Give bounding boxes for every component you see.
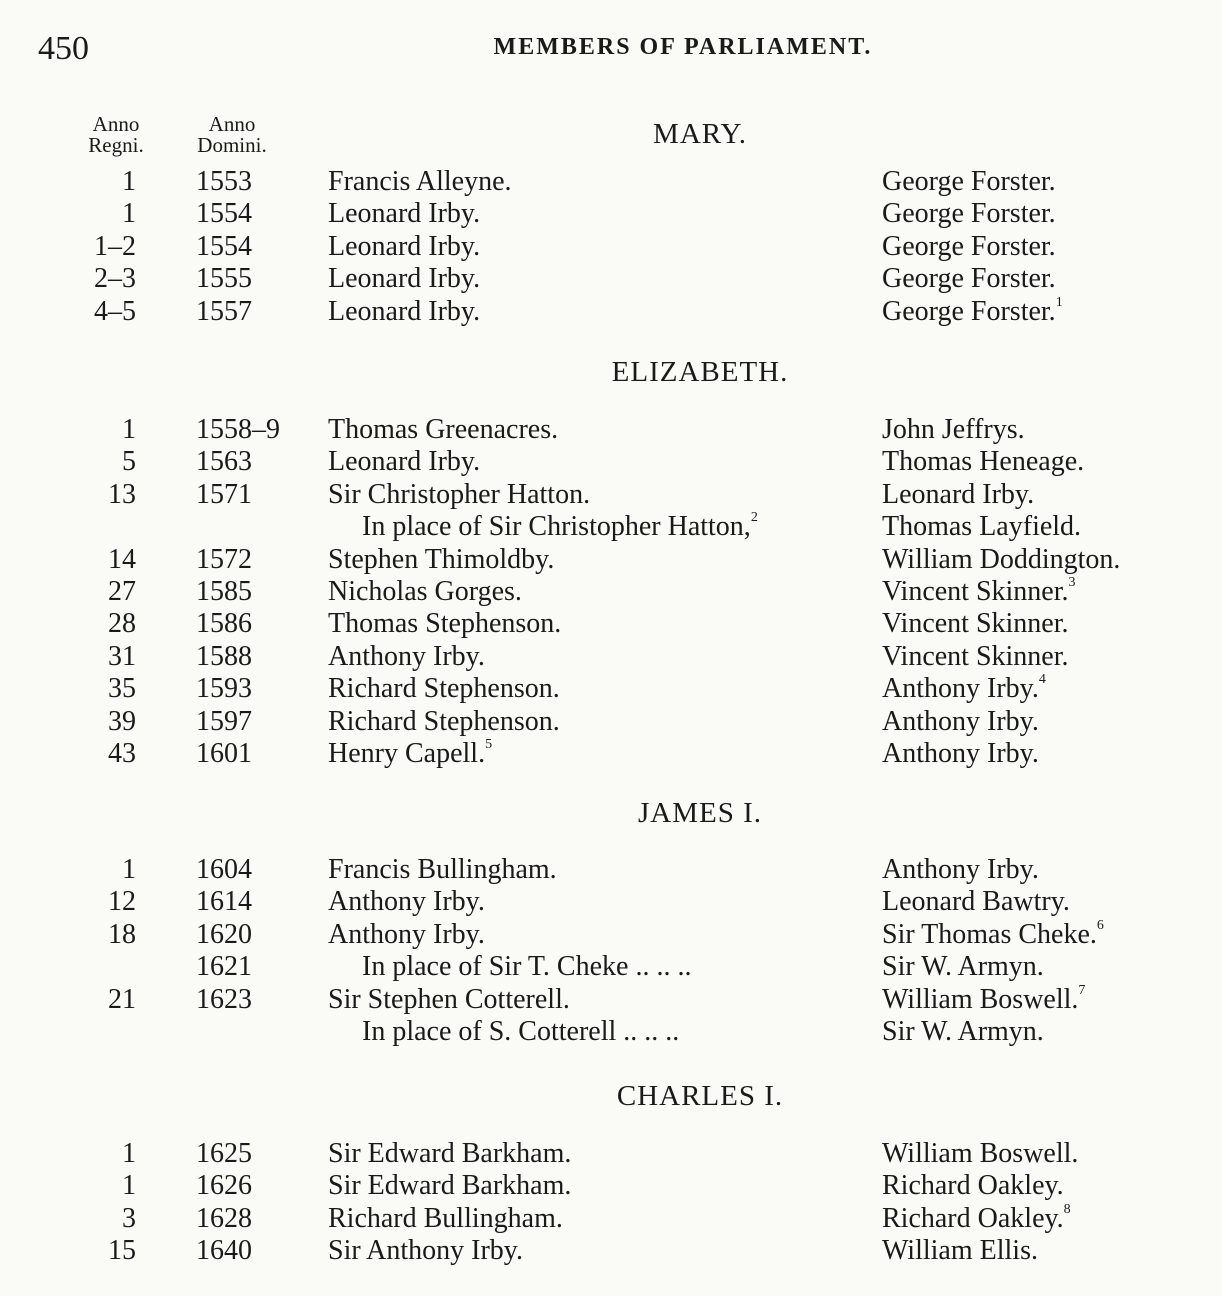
second-member bbox=[882, 263, 1056, 295]
anno-regni-text: 35 bbox=[108, 673, 136, 705]
first-member bbox=[328, 608, 561, 640]
first-member bbox=[328, 1235, 523, 1267]
second-member-text: Sir W. Armyn. bbox=[882, 951, 1044, 983]
anno-regni-text: 1 bbox=[122, 854, 136, 885]
anno-regni bbox=[60, 1170, 136, 1202]
second-member-text: Richard Oakley. bbox=[882, 1202, 1064, 1234]
second-member-text: Leonard Bawtry. bbox=[882, 886, 1070, 918]
anno-domini-text: 1593 bbox=[196, 673, 252, 705]
reign-title: ELIZABETH. bbox=[611, 356, 789, 388]
second-member-text: Vincent Skinner. bbox=[882, 608, 1069, 640]
first-member-text: Sir Edward Barkham. bbox=[328, 1170, 572, 1202]
second-member-text: Sir Thomas Cheke. bbox=[882, 918, 1097, 950]
member-row bbox=[0, 673, 1222, 705]
anno-domini-text: 1625 bbox=[196, 1138, 252, 1169]
member-row bbox=[0, 511, 1222, 543]
first-member-text: Richard Stephenson. bbox=[328, 705, 560, 737]
anno-domini-text: 1614 bbox=[196, 886, 252, 918]
anno-domini bbox=[196, 198, 252, 230]
anno-regni-text: 31 bbox=[108, 640, 136, 672]
anno-domini bbox=[196, 706, 252, 738]
first-member-text: Richard Stephenson. bbox=[328, 673, 560, 705]
second-member bbox=[882, 576, 1076, 608]
anno-domini-text: 1588 bbox=[196, 640, 252, 672]
second-member-text: Richard Oakley. bbox=[882, 1170, 1064, 1202]
anno-regni-text: 43 bbox=[108, 738, 136, 769]
first-member-text: Nicholas Gorges. bbox=[328, 576, 522, 607]
member-row bbox=[0, 414, 1222, 446]
first-member bbox=[328, 984, 570, 1016]
anno-domini-text: 1563 bbox=[196, 446, 252, 478]
member-row bbox=[0, 919, 1222, 951]
second-member bbox=[882, 1235, 1038, 1267]
footnote-marker: 2 bbox=[750, 510, 758, 526]
anno-regni-text: 21 bbox=[108, 983, 136, 1015]
first-member bbox=[328, 641, 485, 673]
second-member-text: Thomas Heneage. bbox=[882, 446, 1085, 478]
anno-regni bbox=[60, 544, 136, 576]
anno-domini bbox=[196, 544, 252, 576]
anno-domini-text: 1558–9 bbox=[196, 414, 280, 445]
anno-domini-text: 1621 bbox=[196, 951, 252, 983]
second-member-text: Sir W. Armyn. bbox=[882, 1016, 1044, 1047]
first-member bbox=[328, 673, 560, 705]
second-member-text: William Doddington. bbox=[882, 543, 1121, 575]
member-row bbox=[0, 479, 1222, 511]
footnote-marker: 4 bbox=[1038, 672, 1046, 688]
footnote-marker: 5 bbox=[485, 737, 493, 752]
anno-regni-text: 1 bbox=[122, 166, 136, 197]
first-member bbox=[328, 919, 485, 951]
anno-regni-text: 28 bbox=[108, 608, 136, 640]
anno-regni-text: 39 bbox=[108, 705, 136, 737]
anno-regni bbox=[60, 198, 136, 230]
first-member bbox=[328, 706, 560, 738]
page-number: 450 bbox=[38, 30, 89, 67]
anno-domini bbox=[196, 1203, 252, 1235]
anno-regni-text: 1–2 bbox=[94, 230, 136, 262]
reign-title: JAMES I. bbox=[637, 797, 762, 829]
first-member-text: Francis Alleyne. bbox=[328, 166, 512, 197]
second-member bbox=[882, 231, 1056, 263]
member-row bbox=[0, 641, 1222, 673]
member-row bbox=[0, 576, 1222, 608]
anno-domini bbox=[196, 231, 252, 263]
first-member bbox=[328, 231, 480, 263]
first-member-text: In place of S. Cotterell .. .. .. bbox=[362, 1016, 680, 1047]
second-member bbox=[882, 673, 1046, 705]
anno-regni-text: 14 bbox=[108, 543, 136, 575]
first-member bbox=[328, 263, 480, 295]
second-member-text: Anthony Irby. bbox=[882, 705, 1039, 737]
first-member-text: Anthony Irby. bbox=[328, 640, 485, 672]
second-member-text: George Forster. bbox=[882, 166, 1056, 197]
second-member bbox=[882, 1203, 1071, 1235]
anno-regni bbox=[60, 854, 136, 886]
second-member bbox=[882, 1170, 1064, 1202]
anno-domini bbox=[196, 641, 252, 673]
first-member bbox=[328, 296, 480, 328]
member-row bbox=[0, 984, 1222, 1016]
anno-regni bbox=[60, 984, 136, 1016]
second-member bbox=[882, 296, 1063, 328]
anno-domini bbox=[196, 608, 252, 640]
anno-regni-text: 15 bbox=[108, 1235, 136, 1267]
anno-regni-text: 12 bbox=[108, 886, 136, 918]
anno-regni bbox=[60, 446, 136, 478]
member-row bbox=[0, 1203, 1222, 1235]
anno-regni bbox=[60, 263, 136, 295]
anno-domini-text: 1555 bbox=[196, 263, 252, 295]
first-member-text: Leonard Irby. bbox=[328, 295, 481, 327]
first-member bbox=[328, 1203, 563, 1235]
anno-domini-text: 1572 bbox=[196, 543, 252, 575]
member-row bbox=[0, 1235, 1222, 1267]
second-member-text: William Ellis. bbox=[882, 1235, 1038, 1267]
first-member bbox=[328, 738, 492, 770]
second-member-text: Thomas Layfield. bbox=[882, 511, 1082, 543]
first-member bbox=[362, 951, 691, 983]
reign-title: MARY. bbox=[653, 118, 747, 150]
anno-regni-text: 4–5 bbox=[94, 295, 136, 327]
first-member bbox=[328, 198, 480, 230]
member-row bbox=[0, 296, 1222, 328]
second-member bbox=[882, 198, 1056, 230]
first-member-text: In place of Sir Christopher Hatton, bbox=[362, 511, 751, 543]
anno-domini-text: 1604 bbox=[196, 854, 252, 885]
column-header-line: Domini. bbox=[197, 133, 267, 157]
anno-regni bbox=[60, 1138, 136, 1170]
anno-regni-text: 1 bbox=[122, 1138, 136, 1169]
anno-regni-text: 5 bbox=[122, 446, 136, 478]
footnote-marker: 3 bbox=[1068, 575, 1076, 590]
anno-regni-text: 18 bbox=[108, 918, 136, 950]
second-member bbox=[882, 446, 1084, 478]
anno-domini-text: 1620 bbox=[196, 918, 252, 950]
second-member bbox=[882, 166, 1056, 198]
anno-regni-text: 1 bbox=[122, 198, 136, 230]
first-member bbox=[328, 576, 522, 608]
anno-regni bbox=[60, 706, 136, 738]
second-member bbox=[882, 544, 1120, 576]
anno-domini-text: 1601 bbox=[196, 738, 252, 769]
anno-regni-text: 13 bbox=[108, 478, 136, 510]
first-member-text: Francis Bullingham. bbox=[328, 854, 557, 885]
anno-domini-text: 1557 bbox=[196, 295, 252, 327]
first-member-text: Sir Stephen Cotterell. bbox=[328, 983, 570, 1015]
first-member bbox=[362, 1016, 679, 1048]
member-row bbox=[0, 886, 1222, 918]
footnote-marker: 7 bbox=[1078, 982, 1086, 998]
second-member bbox=[882, 984, 1085, 1016]
first-member-text: In place of Sir T. Cheke .. .. .. bbox=[362, 951, 692, 983]
first-member-text: Sir Anthony Irby. bbox=[328, 1235, 523, 1267]
first-member bbox=[328, 544, 554, 576]
first-member bbox=[328, 1138, 571, 1170]
member-row bbox=[0, 263, 1222, 295]
anno-regni bbox=[60, 608, 136, 640]
anno-domini bbox=[196, 479, 252, 511]
anno-domini bbox=[196, 1138, 252, 1170]
second-member-text: William Boswell. bbox=[882, 983, 1079, 1015]
column-header-line: Regni. bbox=[88, 133, 144, 157]
first-member-text: Anthony Irby. bbox=[328, 886, 485, 918]
anno-domini bbox=[196, 854, 252, 886]
second-member bbox=[882, 706, 1039, 738]
second-member bbox=[882, 1138, 1078, 1170]
second-member-text: William Boswell. bbox=[882, 1138, 1079, 1169]
second-member-text: Vincent Skinner. bbox=[882, 640, 1069, 672]
first-member-text: Leonard Irby. bbox=[328, 263, 481, 295]
second-member bbox=[882, 608, 1069, 640]
reign-title: CHARLES I. bbox=[616, 1080, 784, 1112]
first-member-text: Thomas Greenacres. bbox=[328, 414, 559, 445]
running-head: MEMBERS OF PARLIAMENT. bbox=[493, 34, 873, 60]
anno-regni bbox=[60, 1235, 136, 1267]
second-member-text: Leonard Irby. bbox=[882, 478, 1035, 510]
second-member bbox=[882, 951, 1044, 983]
anno-domini bbox=[196, 1170, 252, 1202]
first-member bbox=[328, 479, 590, 511]
anno-regni bbox=[60, 576, 136, 608]
anno-domini-text: 1597 bbox=[196, 705, 252, 737]
first-member-text: Henry Capell. bbox=[328, 738, 486, 769]
anno-domini bbox=[196, 576, 252, 608]
anno-domini-text: 1585 bbox=[196, 576, 252, 607]
second-member-text: Anthony Irby. bbox=[882, 738, 1039, 769]
anno-domini-text: 1623 bbox=[196, 983, 252, 1015]
anno-domini-text: 1628 bbox=[196, 1202, 252, 1234]
first-member-text: Anthony Irby. bbox=[328, 918, 485, 950]
anno-domini-text: 1626 bbox=[196, 1170, 252, 1202]
first-member bbox=[362, 511, 758, 543]
anno-regni bbox=[60, 166, 136, 198]
second-member bbox=[882, 886, 1070, 918]
anno-domini-text: 1586 bbox=[196, 608, 252, 640]
member-row bbox=[0, 446, 1222, 478]
second-member-text: Vincent Skinner. bbox=[882, 576, 1069, 607]
first-member-text: Leonard Irby. bbox=[328, 230, 481, 262]
member-row bbox=[0, 198, 1222, 230]
first-member-text: Thomas Stephenson. bbox=[328, 608, 562, 640]
first-member-text: Leonard Irby. bbox=[328, 198, 481, 230]
second-member bbox=[882, 1016, 1044, 1048]
anno-regni bbox=[60, 414, 136, 446]
second-member-text: Anthony Irby. bbox=[882, 673, 1039, 705]
anno-regni bbox=[60, 479, 136, 511]
second-member-text: George Forster. bbox=[882, 295, 1056, 327]
anno-regni-text: 1 bbox=[122, 1170, 136, 1202]
anno-regni bbox=[60, 231, 136, 263]
anno-domini bbox=[196, 984, 252, 1016]
anno-domini bbox=[196, 263, 252, 295]
footnote-marker: 1 bbox=[1055, 294, 1063, 310]
second-member bbox=[882, 919, 1104, 951]
anno-regni-text: 3 bbox=[122, 1202, 136, 1234]
anno-domini-text: 1640 bbox=[196, 1235, 252, 1267]
anno-domini bbox=[196, 414, 280, 446]
second-member-text: George Forster. bbox=[882, 198, 1056, 230]
anno-domini bbox=[196, 951, 252, 983]
column-header-line: Anno bbox=[92, 112, 140, 136]
footnote-marker: 6 bbox=[1096, 917, 1104, 933]
anno-domini bbox=[196, 166, 252, 198]
anno-regni-text: 1 bbox=[122, 414, 136, 445]
second-member bbox=[882, 511, 1081, 543]
first-member-text: Leonard Irby. bbox=[328, 446, 481, 478]
second-member bbox=[882, 479, 1034, 511]
member-row bbox=[0, 166, 1222, 198]
anno-regni bbox=[60, 886, 136, 918]
anno-regni bbox=[60, 296, 136, 328]
second-member-text: George Forster. bbox=[882, 263, 1056, 295]
anno-domini bbox=[196, 673, 252, 705]
member-row bbox=[0, 544, 1222, 576]
member-row bbox=[0, 706, 1222, 738]
first-member bbox=[328, 886, 485, 918]
anno-domini-text: 1554 bbox=[196, 230, 252, 262]
first-member-text: Stephen Thimoldby. bbox=[328, 543, 555, 575]
footnote-marker: 8 bbox=[1063, 1201, 1071, 1217]
anno-domini bbox=[196, 446, 252, 478]
member-row bbox=[0, 951, 1222, 983]
column-header-line: Anno bbox=[208, 112, 256, 136]
anno-regni bbox=[60, 641, 136, 673]
anno-domini bbox=[196, 886, 252, 918]
anno-domini bbox=[196, 738, 252, 770]
member-row bbox=[0, 1138, 1222, 1170]
first-member bbox=[328, 166, 512, 198]
second-member bbox=[882, 641, 1069, 673]
first-member-text: Sir Edward Barkham. bbox=[328, 1138, 572, 1169]
member-row bbox=[0, 738, 1222, 770]
member-row bbox=[0, 231, 1222, 263]
first-member-text: Sir Christopher Hatton. bbox=[328, 478, 591, 510]
anno-regni bbox=[60, 673, 136, 705]
anno-domini-text: 1553 bbox=[196, 166, 252, 197]
anno-domini-text: 1554 bbox=[196, 198, 252, 230]
second-member-text: Anthony Irby. bbox=[882, 854, 1039, 885]
anno-domini bbox=[196, 919, 252, 951]
first-member-text: Richard Bullingham. bbox=[328, 1202, 563, 1234]
first-member bbox=[328, 414, 558, 446]
anno-regni bbox=[60, 1203, 136, 1235]
anno-domini bbox=[196, 296, 252, 328]
first-member bbox=[328, 1170, 571, 1202]
member-row bbox=[0, 608, 1222, 640]
member-row bbox=[0, 854, 1222, 886]
member-row bbox=[0, 1170, 1222, 1202]
anno-regni-text: 2–3 bbox=[94, 263, 136, 295]
second-member bbox=[882, 854, 1039, 886]
second-member bbox=[882, 414, 1025, 446]
first-member bbox=[328, 854, 557, 886]
second-member-text: George Forster. bbox=[882, 230, 1056, 262]
first-member bbox=[328, 446, 480, 478]
anno-domini bbox=[196, 1235, 252, 1267]
second-member-text: John Jeffrys. bbox=[882, 414, 1025, 445]
second-member bbox=[882, 738, 1039, 770]
anno-domini-text: 1571 bbox=[196, 478, 252, 510]
anno-regni bbox=[60, 919, 136, 951]
anno-regni-text: 27 bbox=[108, 576, 136, 607]
anno-regni bbox=[60, 738, 136, 770]
member-row bbox=[0, 1016, 1222, 1048]
